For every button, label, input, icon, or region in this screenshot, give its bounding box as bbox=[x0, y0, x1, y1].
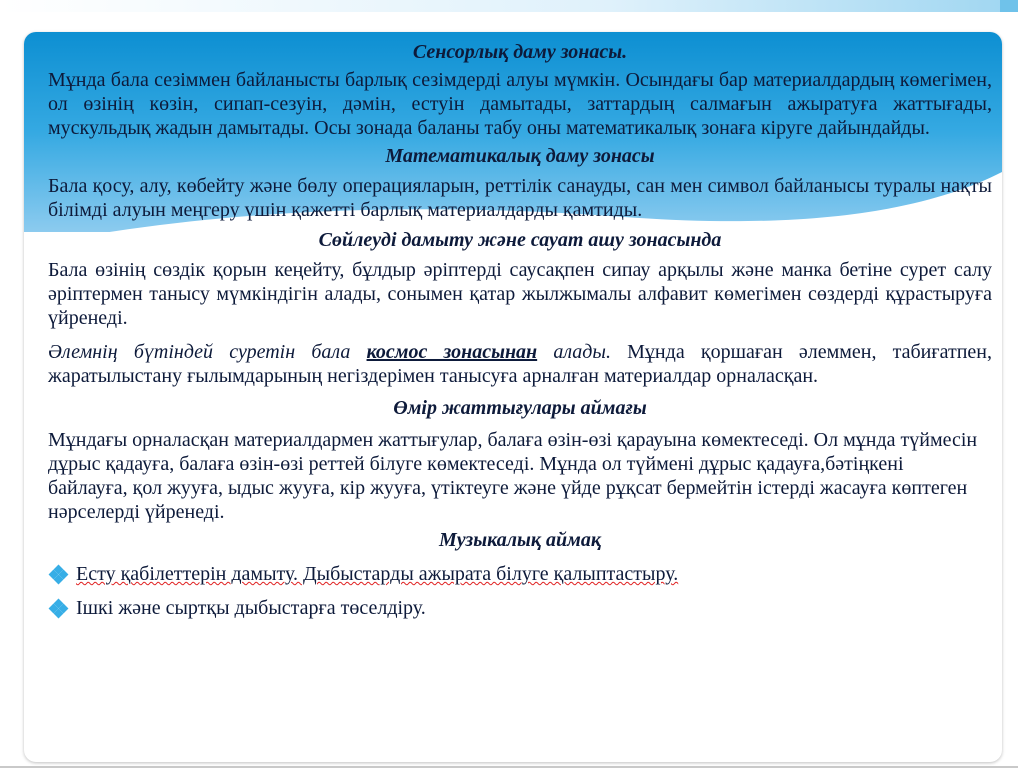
cosmos-text: Мұнда қоршаған әлеммен, табиғатпен, жаратылыстану ғылымдарының негіздерімен танысуға арналған материалдар орналасқан. bbox=[48, 341, 992, 387]
slide-content bbox=[48, 40, 992, 630]
heading-life-exercises: Өмір жаттығулары аймағы bbox=[393, 397, 647, 419]
slide-top-bar bbox=[0, 0, 1018, 12]
paragraph-speech-zone: Бала өзінің сөздік қорын кеңейту, бұлдыр әріптерді саусақпен сипау арқылы және манка бетіне сурет салу әріптермен танысу мүмкіндігін алады, сонымен қатар жылжымалы алфавит көмегімен сөздерді құрастыруға үйренеді. bbox=[48, 259, 992, 329]
bullet-text: Есту қабілеттерін дамыту. Дыбыстарды ажырата білуге қалыптастыру. bbox=[76, 563, 679, 585]
music-bullet-list bbox=[48, 562, 992, 620]
slide-top-bar-edge bbox=[1000, 0, 1018, 12]
diamond-bullet-icon bbox=[50, 566, 66, 582]
paragraph-sensory-zone: Мұнда бала сезіммен байланысты барлық сезімдерді алуы мүмкін. Осындағы бар материалдардың көмегімен, ол өзінің көзін, сипап-сезуін, дәмін, естуін дамытады, заттардың салмағын ажыратуға жаттығады, мускульдық жадын дамытады. Осы зонада баланы табу оны математикалық зонаға кіруге дайындайды. bbox=[48, 69, 992, 139]
paragraph-life-exercises: Мұндағы орналасқан материалдармен жаттығулар, балаға өзін-өзі қарауына көмектеседі. Ол мұнда түймесін дұрыс қадауға, балаға өзін-өзі реттей білуге көмектеседі. Мұнда ол түймені дұрыс қадауға,бәтіңкені байлауға, қол жууға, ыдыс жууға, кір жууға, үтіктеуге және үйде рұқсат бермейтін істерді жасауға көптеген нәрселерді үйренеді. bbox=[48, 429, 978, 523]
heading-sensory-zone: Сенсорлық даму зонасы. bbox=[412, 41, 628, 63]
list-item bbox=[48, 562, 992, 586]
diamond-bullet-icon bbox=[50, 600, 66, 616]
bullet-text: Ішкі және сыртқы дыбыстарға төселдіру. bbox=[76, 597, 426, 619]
slide-bottom-line bbox=[0, 766, 1018, 768]
paragraph-cosmos-zone bbox=[48, 340, 992, 388]
list-item bbox=[48, 596, 992, 620]
cosmos-intro-italic-end: алады. bbox=[537, 341, 611, 363]
cosmos-zone-underlined: космос зонасынан bbox=[366, 341, 538, 363]
cosmos-intro-italic: Әлемнің бүтіндей суретін бала bbox=[48, 341, 367, 363]
heading-music-zone: Музыкалық аймақ bbox=[439, 529, 601, 551]
paragraph-math-zone: Бала қосу, алу, көбейту және бөлу операцияларын, реттілік санауды, сан мен символ байланысы туралы нақты білімді алуын меңгеру үшін қажетті барлық материалдарды қамтиды. bbox=[48, 175, 992, 221]
heading-math-zone: Математикалық даму зонасы bbox=[385, 145, 655, 167]
heading-speech-zone: Сөйлеуді дамыту және сауат ашу зонасында bbox=[318, 229, 722, 251]
